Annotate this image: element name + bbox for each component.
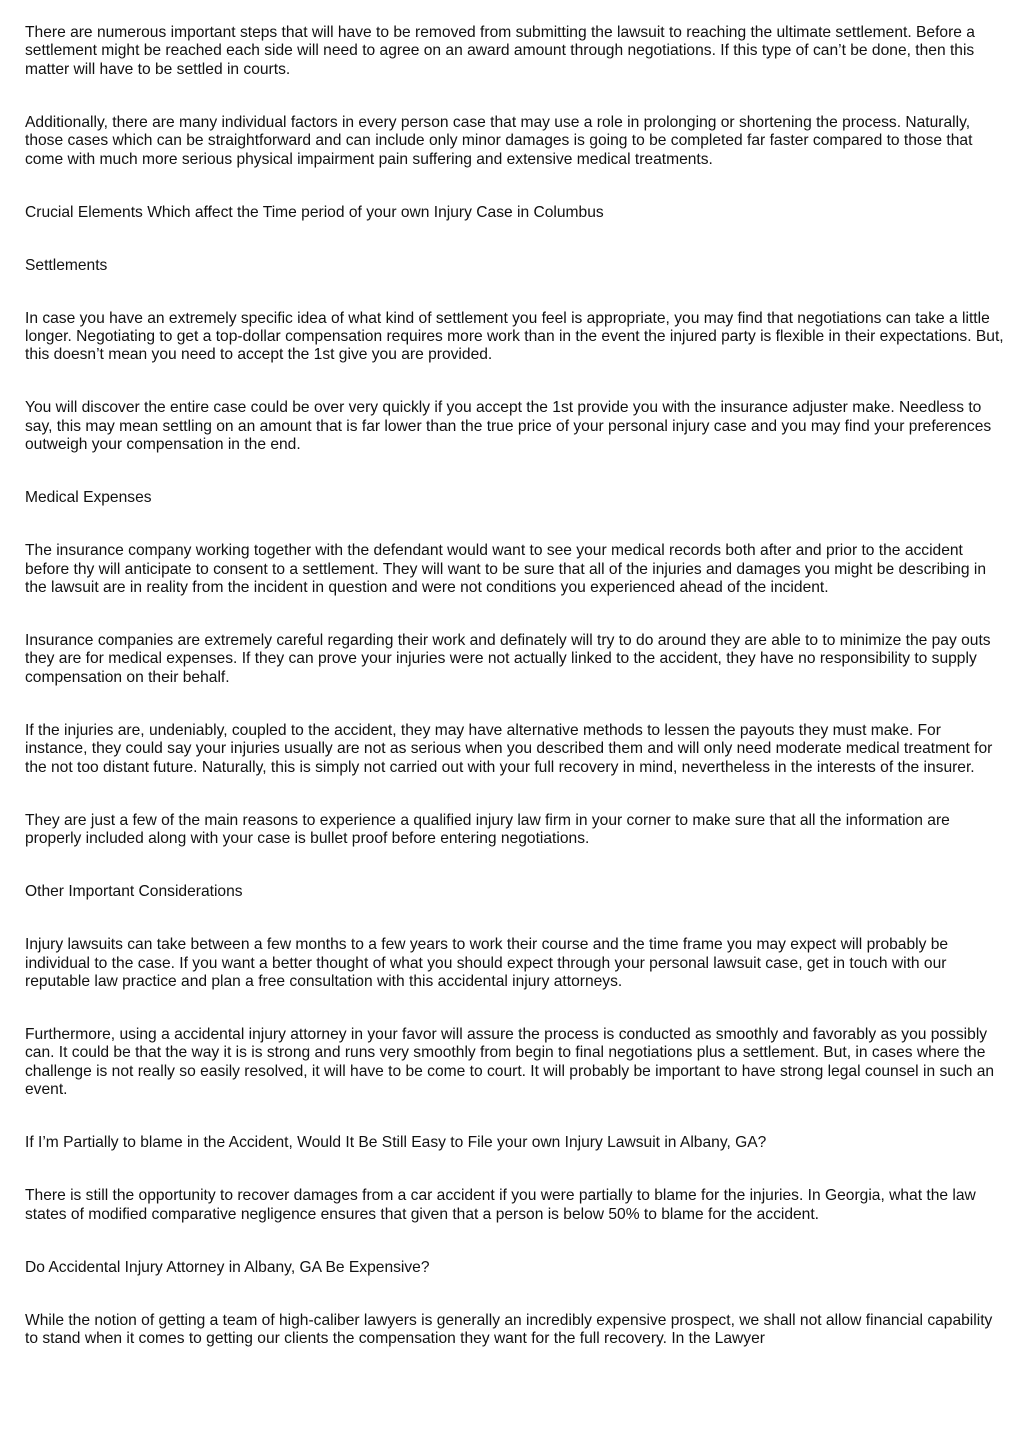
paragraph-attorney-favor: Furthermore, using a accidental injury attorney in your favor will assure the process is conducted as smoothly and favorably as you possibly can. It could be that the way it is is strong and runs very smoothly from begin to final negotiations plus a settlement. But, in cases where the challenge is not really so easily resolved, it will have to be come to court. It will probably be important to have strong legal counsel in such an event.	[25, 1025, 995, 1099]
paragraph-insurance-careful: Insurance companies are extremely careful regarding their work and definately will try to do around they are able to to minimize the pay outs they are for medical expenses. If they can prove your injuries were not actually linked to the accident, they have no responsibility to supply compensation on their behalf.	[25, 632, 991, 686]
paragraph-lawsuit-duration: Injury lawsuits can take between a few months to a few years to work their course and the time frame you may expect will probably be individual to the case. If you want a better thought of what you should expect through your personal lawsuit case, get in touch with our reputable law practice and plan a free consultation with this accidental injury attorneys.	[25, 936, 949, 990]
paragraph-comparative-negligence: There is still the opportunity to recover damages from a car accident if you were partially to blame for the injuries. In Georgia, what the law states of modified comparative negligence ensures that given that a person is below 50% to blame for the accident.	[25, 1187, 976, 1223]
paragraph-individual-factors: Additionally, there are many individual factors in every person case that may use a role in prolonging or shortening the process. Naturally, those cases which can be straightforward and can include only minor damages is going to be completed far faster compared to those that come with much more serious physical impairment pain suffering and extensive medical treatments.	[25, 113, 973, 168]
heading-other-considerations: Other Important Considerations	[25, 883, 243, 901]
paragraph-injuries-coupled: If the injuries are, undeniably, coupled to the accident, they may have alternative methods to lessen the payouts they must make. For instance, they could say your injuries usually are not as serious when you described them and will only need moderate medical treatment for the not too distant future. Naturally, this is simply not carried out with your full recovery in mind, nevertheless in the interests of the insurer.	[25, 721, 993, 776]
paragraph-accept-first-offer: You will discover the entire case could be over very quickly if you accept the 1st provide you with the insurance adjuster make. Needless to say, this may mean settling on an amount that is far lower than the true price of your personal injury case and you may find your preferences outweigh your compensation in the end.	[25, 399, 992, 454]
heading-crucial-elements: Crucial Elements Which affect the Time period of your own Injury Case in Columbus	[25, 203, 604, 221]
heading-partially-to-blame: If I’m Partially to blame in the Accident, Would It Be Still Easy to File your own Injury Lawsuit in Albany, GA?	[25, 1134, 767, 1152]
paragraph-intro-steps: There are numerous important steps that will have to be removed from submitting the lawsuit to reaching the ultimate settlement. Before a settlement might be reached each side will need to agree on an award amount through negotiations. If this type of can’t be done, then this matter will have to be settled in courts.	[25, 24, 975, 78]
heading-attorney-expensive: Do Accidental Injury Attorney in Albany, GA Be Expensive?	[25, 1258, 430, 1276]
paragraph-medical-records: The insurance company working together with the defendant would want to see your medical records both after and prior to the accident before thy will anticipate to consent to a settlement. They will want to be sure that all of the injuries and damages you might be describing in the lawsuit are in reality from the incident in question and were not conditions you experienced ahead of the incident.	[25, 542, 986, 597]
paragraph-high-caliber-lawyers: While the notion of getting a team of high-caliber lawyers is generally an incredibly expensive prospect, we shall not allow financial capability to stand when it comes to getting our clients the compensation they want for the full recovery. In the Lawyer	[25, 1311, 993, 1347]
heading-medical-expenses: Medical Expenses	[25, 489, 152, 507]
paragraph-qualified-firm: They are just a few of the main reasons to experience a qualified injury law firm in your corner to make sure that all the information are properly included along with your case is bullet proof before entering negotiations.	[25, 811, 950, 848]
document-page	[25, 24, 1005, 1383]
paragraph-settlement-idea: In case you have an extremely specific idea of what kind of settlement you feel is appropriate, you may find that negotiations can take a little longer. Negotiating to get a top-dollar compensation requires more work than in the event the injured party is flexible in their expectations. But, this doesn’t mean you need to accept the 1st give you are provided.	[25, 309, 1004, 364]
heading-settlements: Settlements	[25, 256, 108, 274]
